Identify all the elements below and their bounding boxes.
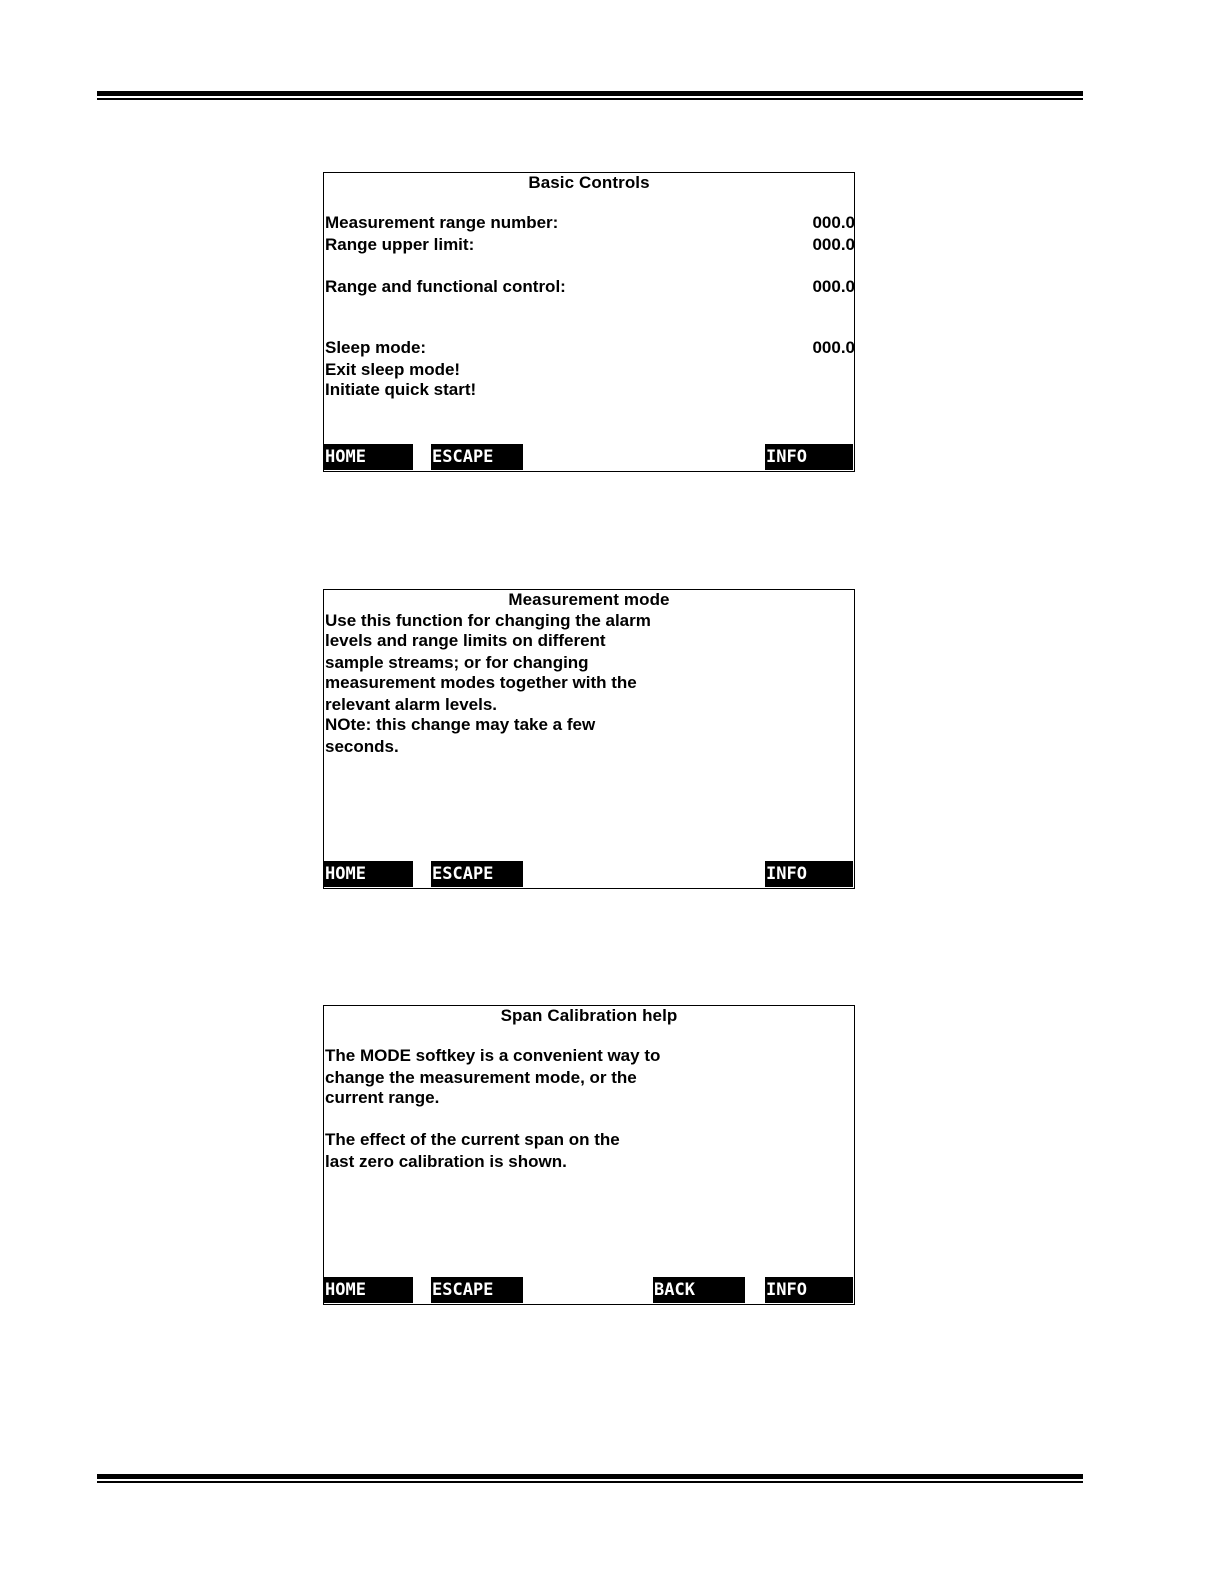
sleep-mode-value[interactable]: 000.0 bbox=[812, 338, 855, 357]
exit-sleep-action[interactable]: Exit sleep mode! bbox=[325, 360, 461, 379]
home-softkey[interactable]: HOME bbox=[324, 1277, 413, 1303]
upper-limit-value[interactable]: 000.0 bbox=[812, 235, 855, 254]
functional-control-label: Range and functional control: bbox=[325, 277, 566, 296]
back-softkey[interactable]: BACK bbox=[653, 1277, 745, 1303]
screen-title: Basic Controls bbox=[528, 173, 650, 192]
functional-control-value[interactable]: 000.0 bbox=[812, 277, 855, 296]
escape-softkey[interactable]: ESCAPE bbox=[431, 1277, 523, 1303]
sleep-mode-label: Sleep mode: bbox=[325, 338, 427, 357]
help-text-line: current range. bbox=[325, 1088, 440, 1107]
escape-softkey[interactable]: ESCAPE bbox=[431, 444, 523, 470]
info-softkey[interactable]: INFO bbox=[765, 1277, 853, 1303]
top-rule bbox=[97, 91, 1083, 100]
escape-softkey[interactable]: ESCAPE bbox=[431, 861, 523, 887]
screen-title: Measurement mode bbox=[508, 590, 670, 609]
upper-limit-label: Range upper limit: bbox=[325, 235, 475, 254]
measurement-mode-screen bbox=[323, 589, 855, 889]
range-number-value[interactable]: 000.0 bbox=[812, 213, 855, 232]
range-number-label: Measurement range number: bbox=[325, 213, 559, 232]
help-text-line: change the measurement mode, or the bbox=[325, 1068, 637, 1087]
screen-title: Span Calibration help bbox=[500, 1006, 678, 1025]
info-softkey[interactable]: INFO bbox=[765, 444, 853, 470]
basic-controls-screen bbox=[323, 172, 855, 472]
span-calibration-help-screen bbox=[323, 1005, 855, 1305]
help-text-line: NOte: this change may take a few bbox=[325, 715, 596, 734]
help-text-line: Use this function for changing the alarm bbox=[325, 611, 651, 630]
quick-start-action[interactable]: Initiate quick start! bbox=[325, 380, 477, 399]
help-text-line: last zero calibration is shown. bbox=[325, 1152, 567, 1171]
help-text-line: The MODE softkey is a convenient way to bbox=[325, 1046, 661, 1065]
help-text-line: measurement modes together with the bbox=[325, 673, 637, 692]
home-softkey[interactable]: HOME bbox=[324, 444, 413, 470]
info-softkey[interactable]: INFO bbox=[765, 861, 853, 887]
help-text-line: relevant alarm levels. bbox=[325, 695, 498, 714]
help-text-line: The effect of the current span on the bbox=[325, 1130, 620, 1149]
home-softkey[interactable]: HOME bbox=[324, 861, 413, 887]
bottom-rule bbox=[97, 1474, 1083, 1483]
help-text-line: sample streams; or for changing bbox=[325, 653, 589, 672]
help-text-line: levels and range limits on different bbox=[325, 631, 606, 650]
help-text-line: seconds. bbox=[325, 737, 399, 756]
